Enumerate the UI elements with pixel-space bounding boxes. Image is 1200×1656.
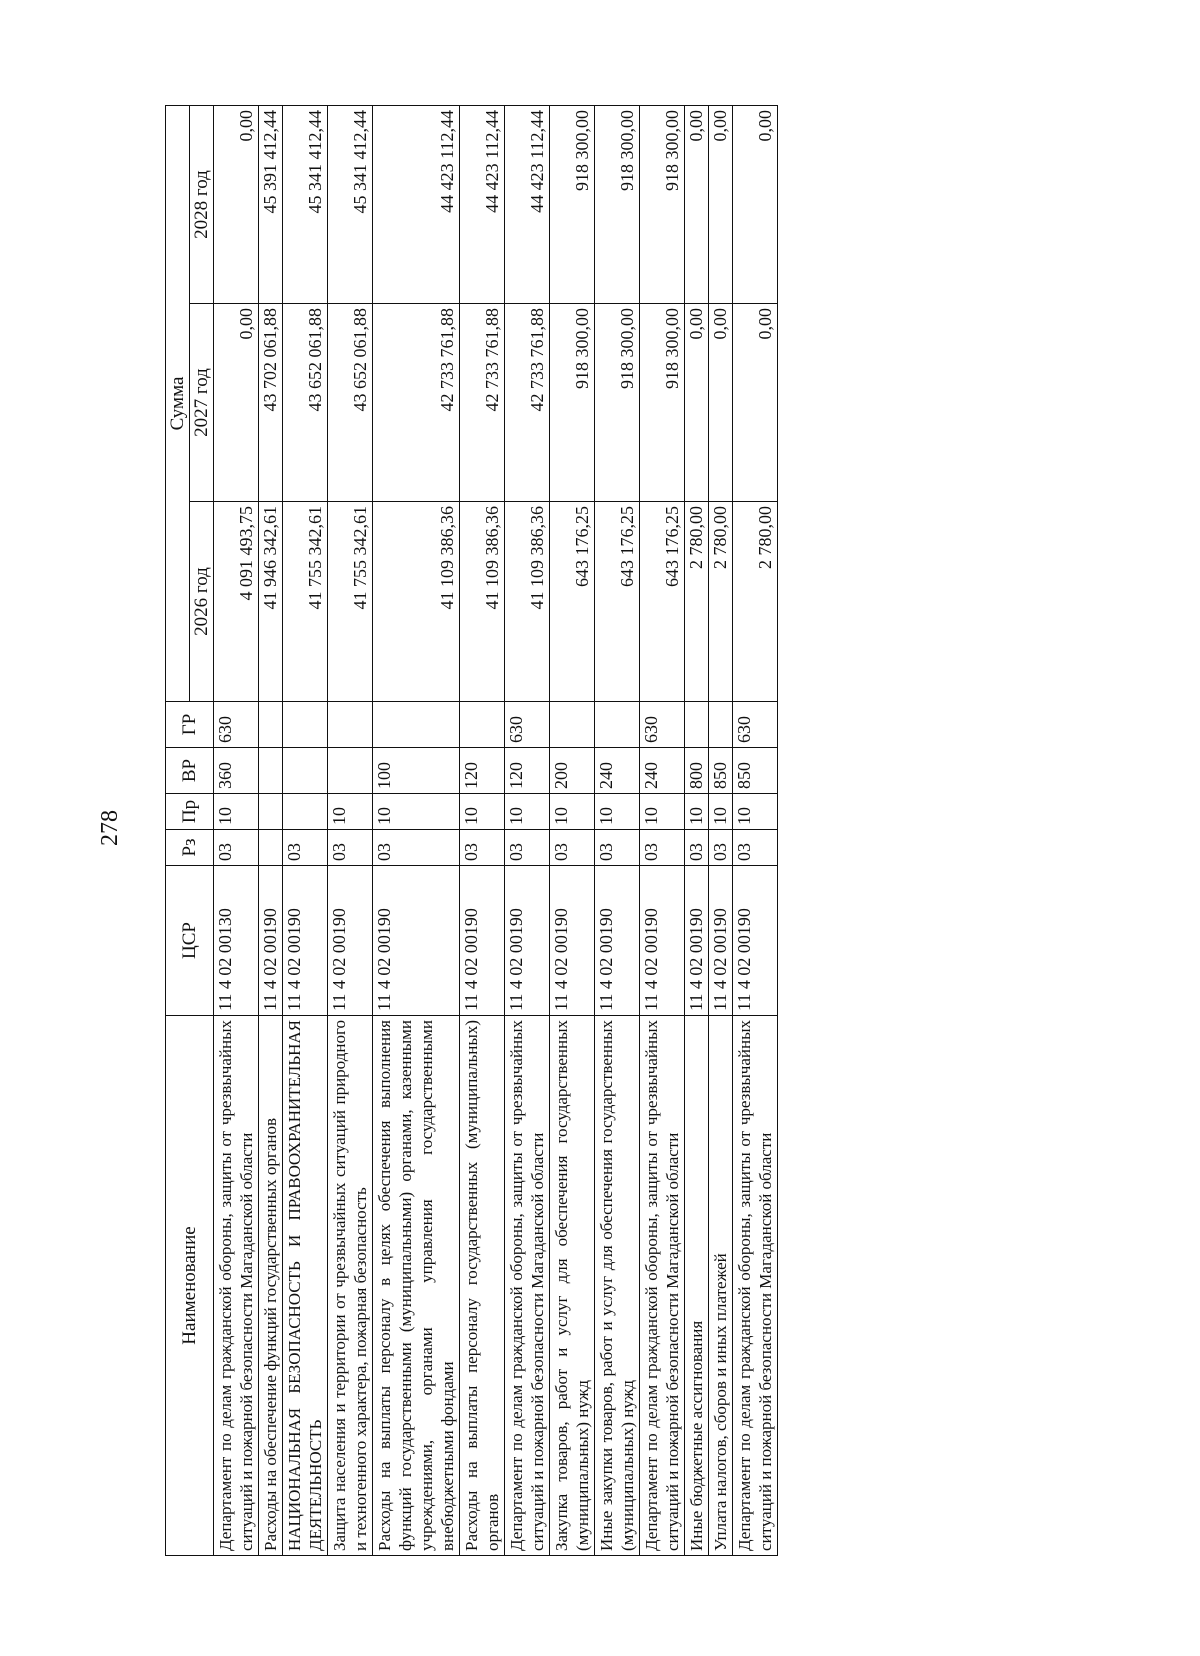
amount-2028-cell: 0,00 — [733, 106, 778, 304]
amount-2026-cell: 41 946 342,61 — [259, 502, 283, 702]
rz-cell: 03 — [283, 830, 328, 866]
amount-2027-cell: 42 733 761,88 — [505, 304, 550, 502]
amount-2027-cell: 42 733 761,88 — [460, 304, 505, 502]
table-row — [259, 106, 283, 1556]
rz-cell: 03 — [214, 830, 259, 866]
rz-cell — [259, 830, 283, 866]
pr-cell: 10 — [733, 794, 778, 830]
vr-cell: 360 — [214, 748, 259, 794]
name-cell: Департамент по делам гражданской обороны, защиты от чрезвычайных ситуаций и пожарной безопасности Магаданской области — [505, 1016, 550, 1556]
rz-cell: 03 — [685, 830, 709, 866]
csr-cell: 11 4 02 00130 — [214, 866, 259, 1016]
amount-2026-cell: 2 780,00 — [733, 502, 778, 702]
gr-cell: 630 — [505, 702, 550, 748]
amount-2028-cell: 45 341 412,44 — [328, 106, 373, 304]
amount-2027-cell: 918 300,00 — [640, 304, 685, 502]
name-cell: Департамент по делам гражданской обороны, защиты от чрезвычайных ситуаций и пожарной безопасности Магаданской области — [640, 1016, 685, 1556]
rz-cell: 03 — [550, 830, 595, 866]
amount-2027-cell: 0,00 — [685, 304, 709, 502]
name-cell: Департамент по делам гражданской обороны, защиты от чрезвычайных ситуаций и пожарной безопасности Магаданской области — [214, 1016, 259, 1556]
rz-cell: 03 — [460, 830, 505, 866]
table-row — [460, 106, 505, 1556]
gr-cell — [709, 702, 733, 748]
csr-cell: 11 4 02 00190 — [595, 866, 640, 1016]
amount-2026-cell: 4 091 493,75 — [214, 502, 259, 702]
vr-cell: 200 — [550, 748, 595, 794]
name-cell: Защита населения и территории от чрезвычайных ситуаций природного и техногенного характера, пожарная безопасность — [328, 1016, 373, 1556]
amount-2028-cell: 918 300,00 — [550, 106, 595, 304]
vr-cell — [259, 748, 283, 794]
gr-cell: 630 — [640, 702, 685, 748]
amount-2027-cell: 43 652 061,88 — [283, 304, 328, 502]
gr-cell — [259, 702, 283, 748]
gr-cell — [595, 702, 640, 748]
header-row-1 — [166, 106, 190, 1556]
budget-table — [165, 105, 778, 1556]
amount-2026-cell: 643 176,25 — [640, 502, 685, 702]
table-row — [595, 106, 640, 1556]
name-cell: Закупка товаров, работ и услуг для обеспечения государственных (муниципальных) нужд — [550, 1016, 595, 1556]
amount-2028-cell: 0,00 — [685, 106, 709, 304]
amount-2027-cell: 42 733 761,88 — [373, 304, 460, 502]
table-row — [733, 106, 778, 1556]
csr-cell: 11 4 02 00190 — [640, 866, 685, 1016]
amount-2027-cell: 918 300,00 — [550, 304, 595, 502]
name-cell: НАЦИОНАЛЬНАЯ БЕЗОПАСНОСТЬ И ПРАВООХРАНИТЕЛЬНАЯ ДЕЯТЕЛЬНОСТЬ — [283, 1016, 328, 1556]
csr-cell: 11 4 02 00190 — [709, 866, 733, 1016]
vr-cell — [283, 748, 328, 794]
vr-cell: 800 — [685, 748, 709, 794]
csr-cell: 11 4 02 00190 — [373, 866, 460, 1016]
vr-cell: 240 — [595, 748, 640, 794]
col-header-vr: ВР — [166, 748, 214, 794]
amount-2028-cell: 918 300,00 — [640, 106, 685, 304]
amount-2026-cell: 41 109 386,36 — [460, 502, 505, 702]
amount-2027-cell: 0,00 — [709, 304, 733, 502]
csr-cell: 11 4 02 00190 — [328, 866, 373, 1016]
rz-cell: 03 — [505, 830, 550, 866]
table-row — [328, 106, 373, 1556]
amount-2026-cell: 2 780,00 — [685, 502, 709, 702]
amount-2028-cell: 0,00 — [709, 106, 733, 304]
vr-cell — [328, 748, 373, 794]
name-cell: Иные бюджетные ассигнования — [685, 1016, 709, 1556]
amount-2026-cell: 41 109 386,36 — [505, 502, 550, 702]
csr-cell: 11 4 02 00190 — [460, 866, 505, 1016]
amount-2027-cell: 0,00 — [733, 304, 778, 502]
table-row — [685, 106, 709, 1556]
col-header-name: Наименование — [166, 1016, 214, 1556]
rz-cell: 03 — [733, 830, 778, 866]
rz-cell: 03 — [373, 830, 460, 866]
amount-2028-cell: 45 391 412,44 — [259, 106, 283, 304]
pr-cell: 10 — [214, 794, 259, 830]
pr-cell: 10 — [328, 794, 373, 830]
gr-cell — [685, 702, 709, 748]
vr-cell: 100 — [373, 748, 460, 794]
rz-cell: 03 — [595, 830, 640, 866]
name-cell: Расходы на обеспечение функций государственных органов — [259, 1016, 283, 1556]
amount-2026-cell: 41 109 386,36 — [373, 502, 460, 702]
pr-cell: 10 — [460, 794, 505, 830]
amount-2026-cell: 2 780,00 — [709, 502, 733, 702]
amount-2027-cell: 43 702 061,88 — [259, 304, 283, 502]
amount-2028-cell: 44 423 112,44 — [505, 106, 550, 304]
gr-cell — [550, 702, 595, 748]
gr-cell — [460, 702, 505, 748]
vr-cell: 120 — [505, 748, 550, 794]
amount-2028-cell: 44 423 112,44 — [373, 106, 460, 304]
gr-cell: 630 — [214, 702, 259, 748]
vr-cell: 850 — [733, 748, 778, 794]
table-row — [640, 106, 685, 1556]
name-cell: Расходы на выплаты персоналу в целях обеспечения выполнения функций государственными (муниципальными) органами, казенными учреждениями, органами управления государственными внебюджетными фондами — [373, 1016, 460, 1556]
name-cell: Иные закупки товаров, работ и услуг для обеспечения государственных (муниципальных) нужд — [595, 1016, 640, 1556]
pr-cell: 10 — [373, 794, 460, 830]
name-cell: Департамент по делам гражданской обороны, защиты от чрезвычайных ситуаций и пожарной безопасности Магаданской области — [733, 1016, 778, 1556]
col-header-sum: Сумма — [166, 106, 190, 702]
amount-2027-cell: 918 300,00 — [595, 304, 640, 502]
name-cell: Расходы на выплаты персоналу государственных (муниципальных) органов — [460, 1016, 505, 1556]
rz-cell: 03 — [709, 830, 733, 866]
gr-cell: 630 — [733, 702, 778, 748]
gr-cell — [328, 702, 373, 748]
vr-cell: 120 — [460, 748, 505, 794]
amount-2028-cell: 45 341 412,44 — [283, 106, 328, 304]
gr-cell — [373, 702, 460, 748]
amount-2026-cell: 643 176,25 — [550, 502, 595, 702]
rz-cell: 03 — [640, 830, 685, 866]
table-row — [709, 106, 733, 1556]
pr-cell: 10 — [550, 794, 595, 830]
name-cell: Уплата налогов, сборов и иных платежей — [709, 1016, 733, 1556]
vr-cell: 850 — [709, 748, 733, 794]
pr-cell: 10 — [709, 794, 733, 830]
col-header-2028: 2028 год — [190, 106, 214, 304]
col-header-2027: 2027 год — [190, 304, 214, 502]
amount-2027-cell: 43 652 061,88 — [328, 304, 373, 502]
amount-2028-cell: 44 423 112,44 — [460, 106, 505, 304]
amount-2028-cell: 918 300,00 — [595, 106, 640, 304]
gr-cell — [283, 702, 328, 748]
col-header-pr: Пр — [166, 794, 214, 830]
rz-cell: 03 — [328, 830, 373, 866]
amount-2026-cell: 643 176,25 — [595, 502, 640, 702]
pr-cell — [283, 794, 328, 830]
vr-cell: 240 — [640, 748, 685, 794]
csr-cell: 11 4 02 00190 — [259, 866, 283, 1016]
page-number: 278 — [97, 810, 123, 846]
table-row — [550, 106, 595, 1556]
csr-cell: 11 4 02 00190 — [685, 866, 709, 1016]
csr-cell: 11 4 02 00190 — [505, 866, 550, 1016]
amount-2027-cell: 0,00 — [214, 304, 259, 502]
table-row — [505, 106, 550, 1556]
col-header-rz: Рз — [166, 830, 214, 866]
col-header-gr: ГР — [166, 702, 214, 748]
csr-cell: 11 4 02 00190 — [550, 866, 595, 1016]
table-row — [283, 106, 328, 1556]
rotated-table-container — [165, 106, 1065, 1556]
amount-2026-cell: 41 755 342,61 — [328, 502, 373, 702]
table-row — [214, 106, 259, 1556]
pr-cell — [259, 794, 283, 830]
pr-cell: 10 — [640, 794, 685, 830]
pr-cell: 10 — [595, 794, 640, 830]
amount-2028-cell: 0,00 — [214, 106, 259, 304]
pr-cell: 10 — [685, 794, 709, 830]
amount-2026-cell: 41 755 342,61 — [283, 502, 328, 702]
table-body — [214, 106, 778, 1556]
col-header-2026: 2026 год — [190, 502, 214, 702]
table-row — [373, 106, 460, 1556]
csr-cell: 11 4 02 00190 — [733, 866, 778, 1016]
pr-cell: 10 — [505, 794, 550, 830]
csr-cell: 11 4 02 00190 — [283, 866, 328, 1016]
col-header-csr: ЦСР — [166, 866, 214, 1016]
